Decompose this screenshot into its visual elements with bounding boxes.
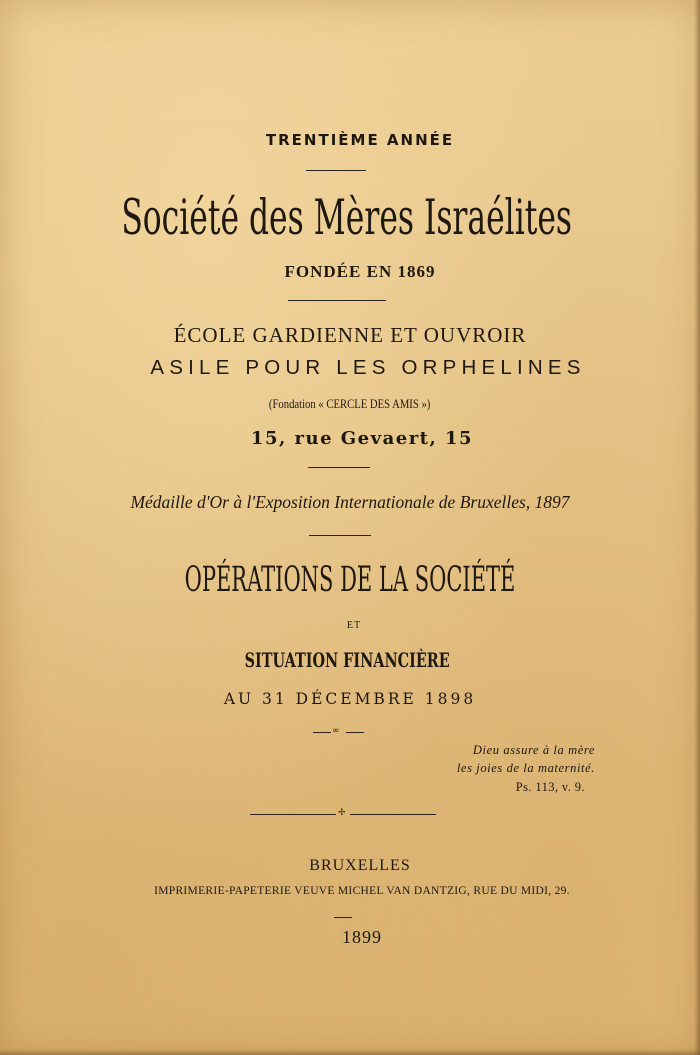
epigraph-line-1: Dieu assure à la mère <box>472 743 595 757</box>
ornament-icon: ∞ <box>332 726 340 736</box>
conjunction-et: ET <box>346 620 362 631</box>
fondation-line: (Fondation « CERCLE DES AMIS ») <box>268 396 431 411</box>
epigraph-quote <box>457 741 595 797</box>
report-date: AU 31 DÉCEMBRE 1898 <box>223 690 477 708</box>
epigraph-line-2: les joies de la maternité. <box>456 761 595 775</box>
divider-rule <box>334 917 352 918</box>
printer-line: IMPRIMERIE-PAPETERIE VEUVE MICHEL VAN DANTZIG, RUE DU MIDI, 29. <box>154 885 570 897</box>
epigraph-reference: Ps. 113, v. 9. <box>515 780 585 794</box>
divider-rule <box>288 300 386 301</box>
founded-year: FONDÉE EN 1869 <box>284 262 436 281</box>
street-address: 15, rue Gevaert, 15 <box>250 428 474 449</box>
divider-rule <box>308 467 370 468</box>
asile-orphelines-line: ASILE POUR LES ORPHELINES <box>150 356 586 379</box>
medal-award-line: Médaille d'Or à l'Exposition Internationale de Bruxelles, 1897 <box>130 492 570 512</box>
divider-rule <box>309 535 371 536</box>
publication-city: BRUXELLES <box>309 857 411 874</box>
ornament-icon: ✢ <box>338 808 346 818</box>
page-edge-shadow-bottom <box>0 1049 700 1055</box>
ecole-gardienne-line: ÉCOLE GARDIENNE ET OUVROIR <box>173 323 527 347</box>
edition-year-heading: TRENTIÈME ANNÉE <box>265 131 455 149</box>
publication-year: 1899 <box>342 927 382 947</box>
society-name-title: Société des Mères Israélites <box>121 189 572 246</box>
financial-situation-title: SITUATION FINANCIÈRE <box>244 648 450 672</box>
divider-rule <box>306 170 366 171</box>
operations-title: OPÉRATIONS DE LA SOCIÉTÉ <box>184 560 516 600</box>
